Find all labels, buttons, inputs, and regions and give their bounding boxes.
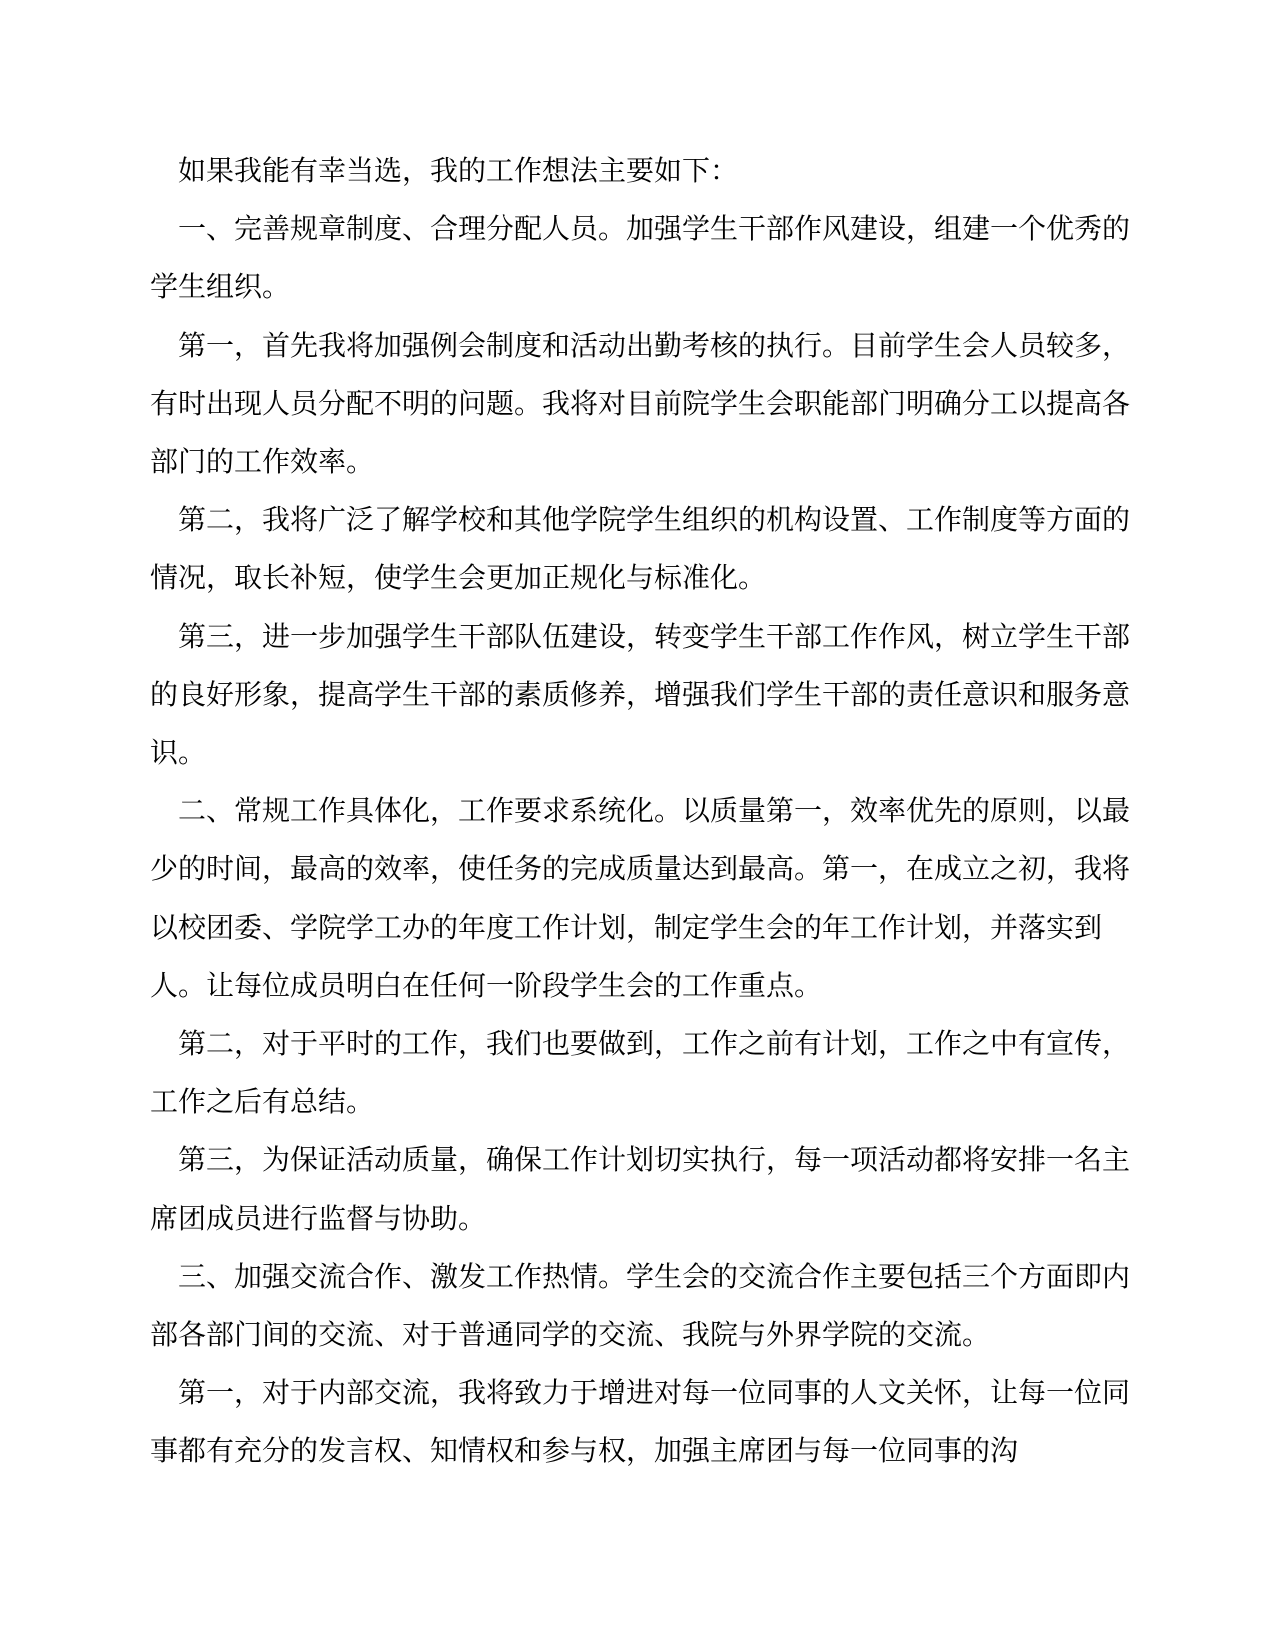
paragraph-one-first: 第一，首先我将加强例会制度和活动出勤考核的执行。目前学生会人员较多，有时出现人员分配不明的问题。我将对目前院学生会职能部门明确分工以提高各部门的工作效率。 [150, 328, 1131, 479]
document-body [150, 142, 1148, 1481]
paragraph-section-one: 一、完善规章制度、合理分配人员。加强学生干部作风建设，组建一个优秀的学生组织。 [150, 212, 1131, 304]
paragraph-two-second: 第二，对于平时的工作，我们也要做到，工作之前有计划，工作之中有宣传，工作之后有总结。 [150, 1027, 1131, 1119]
paragraph-three-first: 第一，对于内部交流，我将致力于增进对每一位同事的人文关怀，让每一位同事都有充分的发言权、知情权和参与权，加强主席团与每一位同事的沟 [150, 1376, 1131, 1468]
paragraph-two-third: 第三，为保证活动质量，确保工作计划切实执行，每一项活动都将安排一名主席团成员进行监督与协助。 [150, 1143, 1131, 1235]
paragraph-section-two: 二、常规工作具体化，工作要求系统化。以质量第一，效率优先的原则，以最少的时间，最高的效率，使任务的完成质量达到最高。第一，在成立之初，我将以校团委、学院学工办的年度工作计划，制定学生会的年工作计划，并落实到人。让每位成员明白在任何一阶段学生会的工作重点。 [150, 794, 1131, 1002]
paragraph-intro: 如果我能有幸当选，我的工作想法主要如下： [178, 154, 739, 187]
paragraph-one-third: 第三，进一步加强学生干部队伍建设，转变学生干部工作作风，树立学生干部的良好形象，提高学生干部的素质修养，增强我们学生干部的责任意识和服务意识。 [150, 619, 1131, 770]
paragraph-one-second: 第二，我将广泛了解学校和其他学院学生组织的机构设置、工作制度等方面的情况，取长补短，使学生会更加正规化与标准化。 [150, 503, 1131, 595]
paragraph-section-three: 三、加强交流合作、激发工作热情。学生会的交流合作主要包括三个方面即内部各部门间的交流、对于普通同学的交流、我院与外界学院的交流。 [150, 1259, 1131, 1352]
